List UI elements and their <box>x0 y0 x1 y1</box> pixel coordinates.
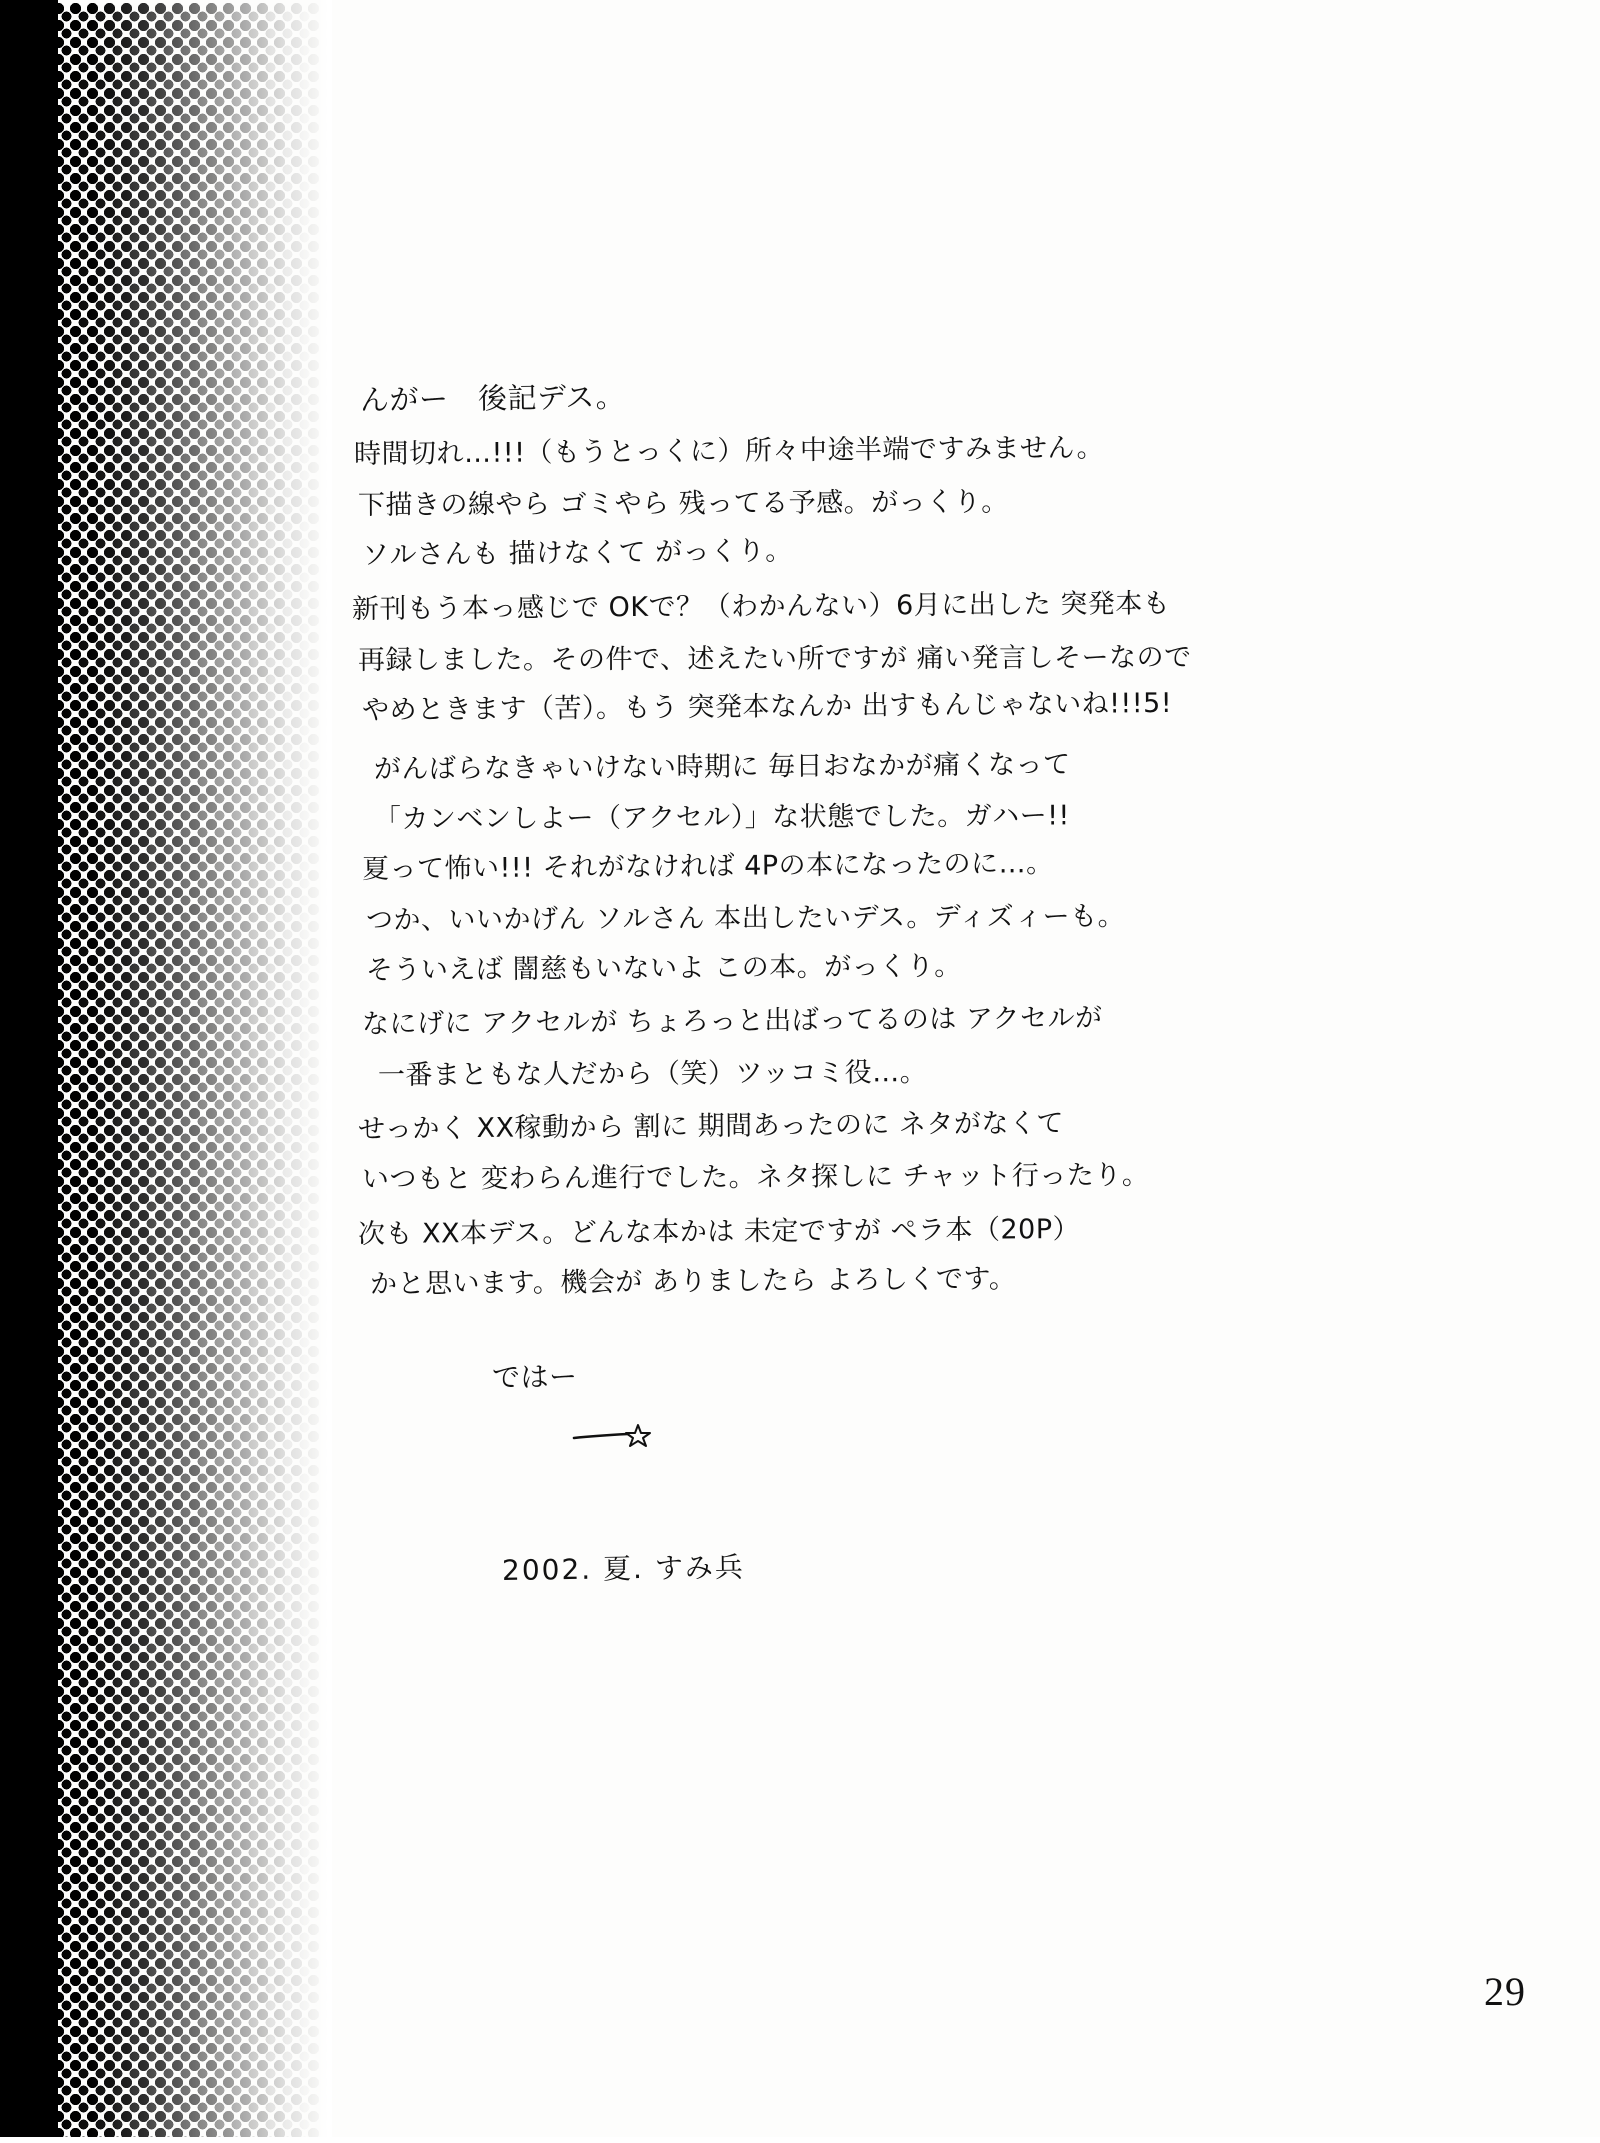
afterword-title <box>359 379 1472 417</box>
date-signature-text: 2002. 夏. すみ兵 <box>501 1550 746 1587</box>
afterword-line-text: 時間切れ…!!!（もうとっくに）所々中途半端ですみません。 <box>353 432 1105 471</box>
signoff-line <box>436 1333 1472 1511</box>
afterword-line-text: かと思います。機会が ありましたら よろしくです。 <box>369 1263 1017 1300</box>
afterword-line-text: なにげに アクセルが ちょろっと出ばってるのは アクセルが <box>361 1002 1103 1041</box>
page-number: 29 <box>1484 1969 1526 2014</box>
signoff-text: ではー <box>492 1359 579 1394</box>
afterword-line <box>377 1056 1472 1091</box>
afterword-line <box>365 900 1472 936</box>
band-gutter <box>318 0 332 2143</box>
band-dots-layer-2 <box>58 8 318 2143</box>
afterword-line-text: やめときます（苦）。もう 突発本なんか 出すもんじゃないね!!!5! <box>361 688 1173 727</box>
afterword-line <box>365 950 1472 986</box>
afterword-line-text: せっかく XX稼動から 割に 期間あったのに ネタがなくて <box>357 1107 1065 1145</box>
halftone-band-decoration <box>0 0 330 2143</box>
afterword-line-text: ソルさんも 描けなくて がっくり。 <box>361 535 793 572</box>
afterword-line <box>361 848 1472 886</box>
afterword-line-text: 再録しました。その件で、述えたい所ですが 痛い発言しそーなので <box>357 641 1192 676</box>
date-signature <box>501 1550 1472 1587</box>
afterword-line-text: つか、いいかげん ソルさん 本出したいデス。ディズィーも。 <box>365 900 1126 936</box>
afterword-line <box>361 1002 1472 1041</box>
afterword-line <box>357 1107 1472 1145</box>
afterword-line <box>361 535 1472 572</box>
afterword-line-text: いつもと 変わらん進行でした。ネタ探しに チャット行ったり。 <box>361 1160 1150 1196</box>
afterword-line-text: そういえば 闇慈もいないよ この本。がっくり。 <box>365 950 962 986</box>
afterword-line-text: 下描きの線やら ゴミやら 残ってる予感。がっくり。 <box>357 486 1009 521</box>
afterword-line <box>351 588 1472 626</box>
afterword-line <box>357 641 1472 676</box>
afterword-line <box>361 1160 1472 1196</box>
afterword-line <box>373 748 1472 785</box>
afterword-line <box>357 486 1472 521</box>
star-flourish-icon <box>496 1392 657 1482</box>
afterword-line-text: 次も XX本デス。どんな本かは 未定ですが ペラ本（20P） <box>357 1213 1081 1250</box>
afterword-line-text: 新刊もう本っ感じで OKで？（わかんない）6月に出した 突発本も <box>351 588 1171 626</box>
afterword-line <box>369 1263 1472 1300</box>
paper-edge <box>0 2137 1600 2143</box>
afterword-line-text: がんばらなきゃいけない時期に 毎日おなかが痛くなって <box>373 748 1071 785</box>
afterword-line-text: 一番まともな人だから（笑）ツッコミ役…。 <box>377 1056 928 1091</box>
afterword-line-text: 夏って怖い!!! それがなければ 4Pの本になったのに…。 <box>361 848 1054 886</box>
afterword-text-block <box>351 379 1472 1587</box>
afterword-line <box>357 1213 1472 1250</box>
afterword-line <box>353 432 1472 471</box>
afterword-line-text: 「カンベンしよー（アクセル）」な状態でした。ガハー!! <box>373 800 1070 835</box>
afterword-title-text: んがー 後記デス。 <box>359 379 626 417</box>
afterword-line <box>373 800 1472 835</box>
afterword-line <box>361 688 1472 727</box>
